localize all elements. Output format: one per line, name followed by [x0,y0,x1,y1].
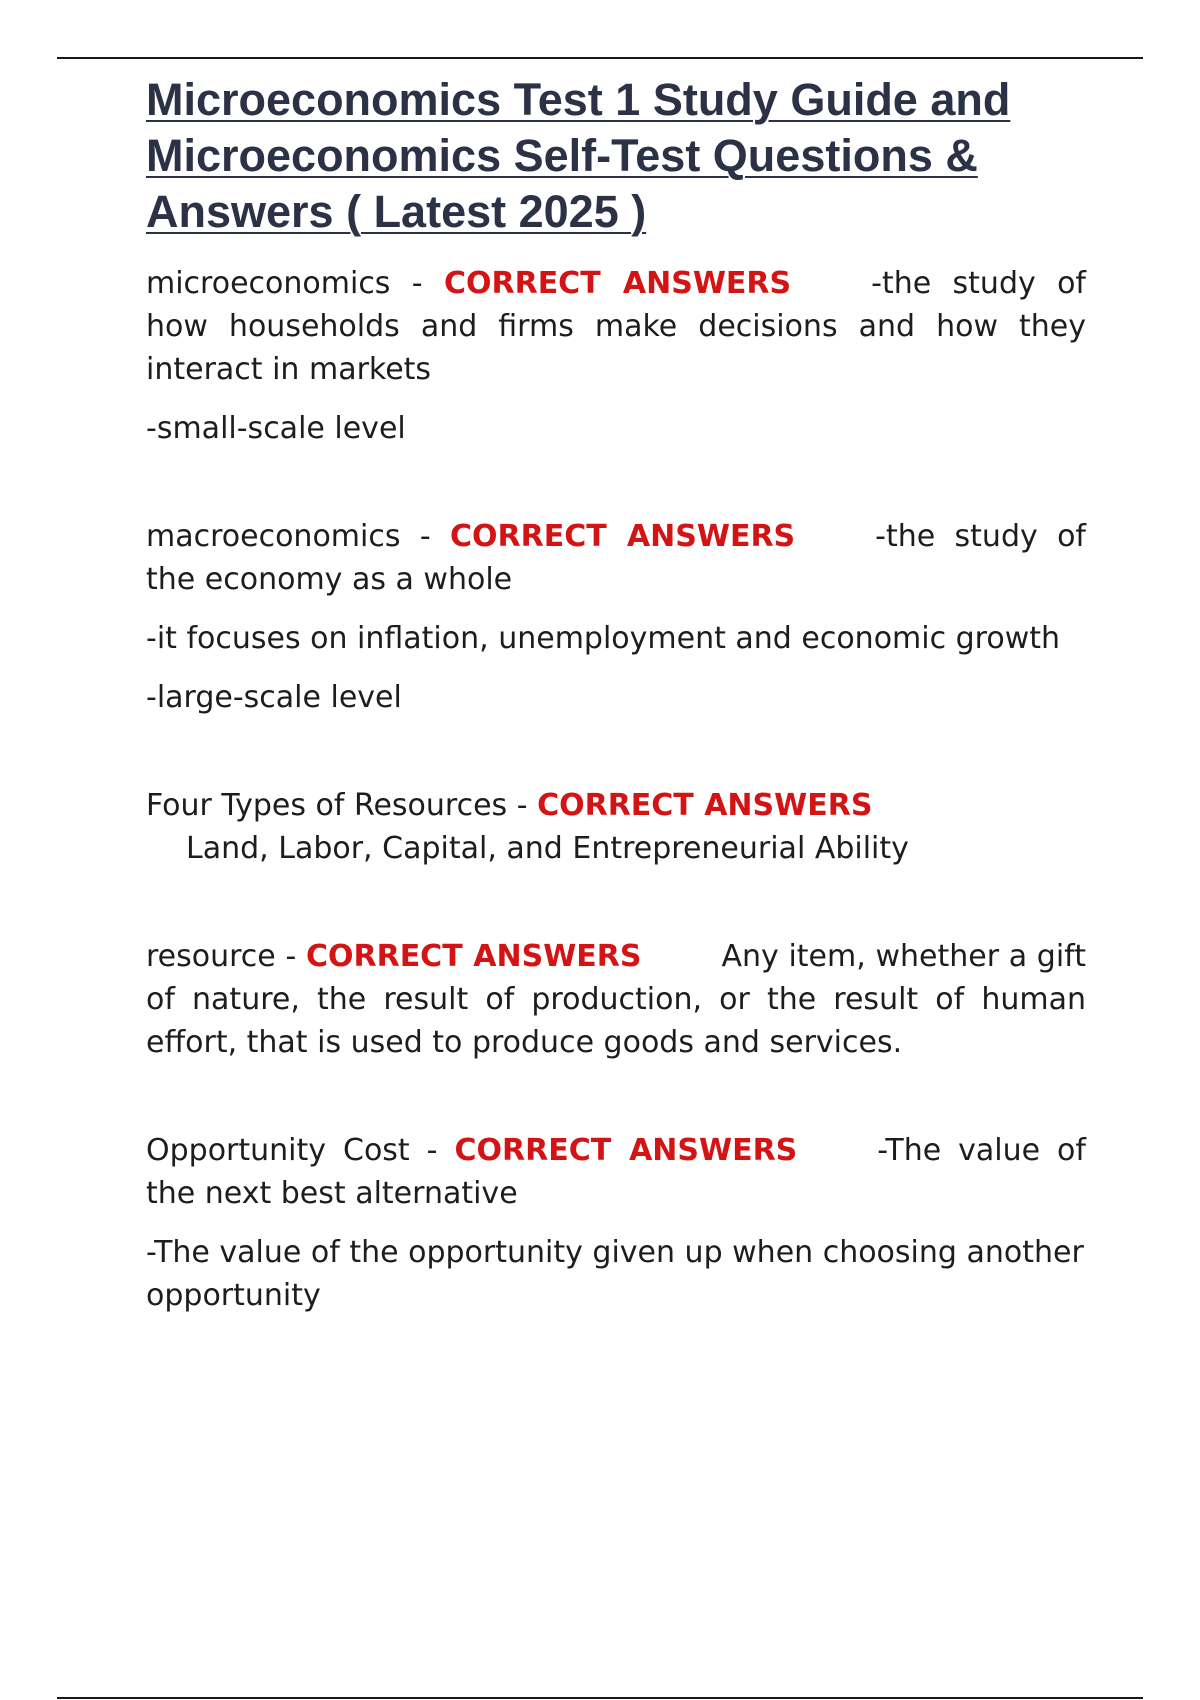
entry-definition: -The value of the next best alternative [146,1133,1086,1211]
correct-answers-label: CORRECT ANSWERS [305,939,642,974]
entry-definition: -the study of the economy as a whole [146,519,1086,597]
entry-term: Four Types of Resources [146,788,508,823]
entry-definition: Any item, whether a gift of nature, the result of production, or the result of human effort, that is used to produce goods and services. [146,939,1086,1060]
entry-separator: - [507,788,538,823]
entry-main-line [146,515,1086,601]
entry-extra-line: -The value of the opportunity given up when choosing another opportunity [146,1235,1084,1313]
entry-separator: - [400,519,450,554]
correct-answers-label: CORRECT ANSWERS [454,1133,798,1168]
qa-entry-macroeconomics [146,515,1086,719]
bottom-rule [57,1697,1143,1699]
entry-separator: - [275,939,306,974]
document-body [146,72,1086,1333]
entry-extra-line: -large-scale level [146,680,402,715]
top-rule [57,57,1143,59]
entry-definition: -the study of how households and firms make decisions and how they interact in markets [146,266,1086,387]
entry-separator: - [409,1133,455,1168]
entry-main-line [146,1129,1086,1215]
qa-entry-opportunity-cost [146,1129,1086,1317]
entry-term: resource [146,939,276,974]
entry-main-line [146,262,1086,391]
qa-entry-resource [146,935,1086,1064]
entry-extra-line: -it focuses on inflation, unemployment and economic growth [146,621,1061,656]
entry-term: microeconomics [146,266,391,301]
qa-entry-microeconomics [146,262,1086,450]
entry-term: macroeconomics [146,519,401,554]
entry-separator: - [390,266,444,301]
document-title: Microeconomics Test 1 Study Guide and Microeconomics Self-Test Questions & Answers ( Latest 2025 ) [146,74,1011,237]
entry-term: Opportunity Cost [146,1133,410,1168]
correct-answers-label: CORRECT ANSWERS [443,266,792,301]
entry-definition: Land, Labor, Capital, and Entrepreneurial Ability [186,831,909,866]
qa-entry-four-types-of-resources [146,784,1086,870]
correct-answers-label: CORRECT ANSWERS [450,519,796,554]
correct-answers-label: CORRECT ANSWERS [537,788,873,823]
entry-main-line [146,784,1086,870]
entry-main-line [146,935,1086,1064]
entry-extra-line: -small-scale level [146,411,406,446]
